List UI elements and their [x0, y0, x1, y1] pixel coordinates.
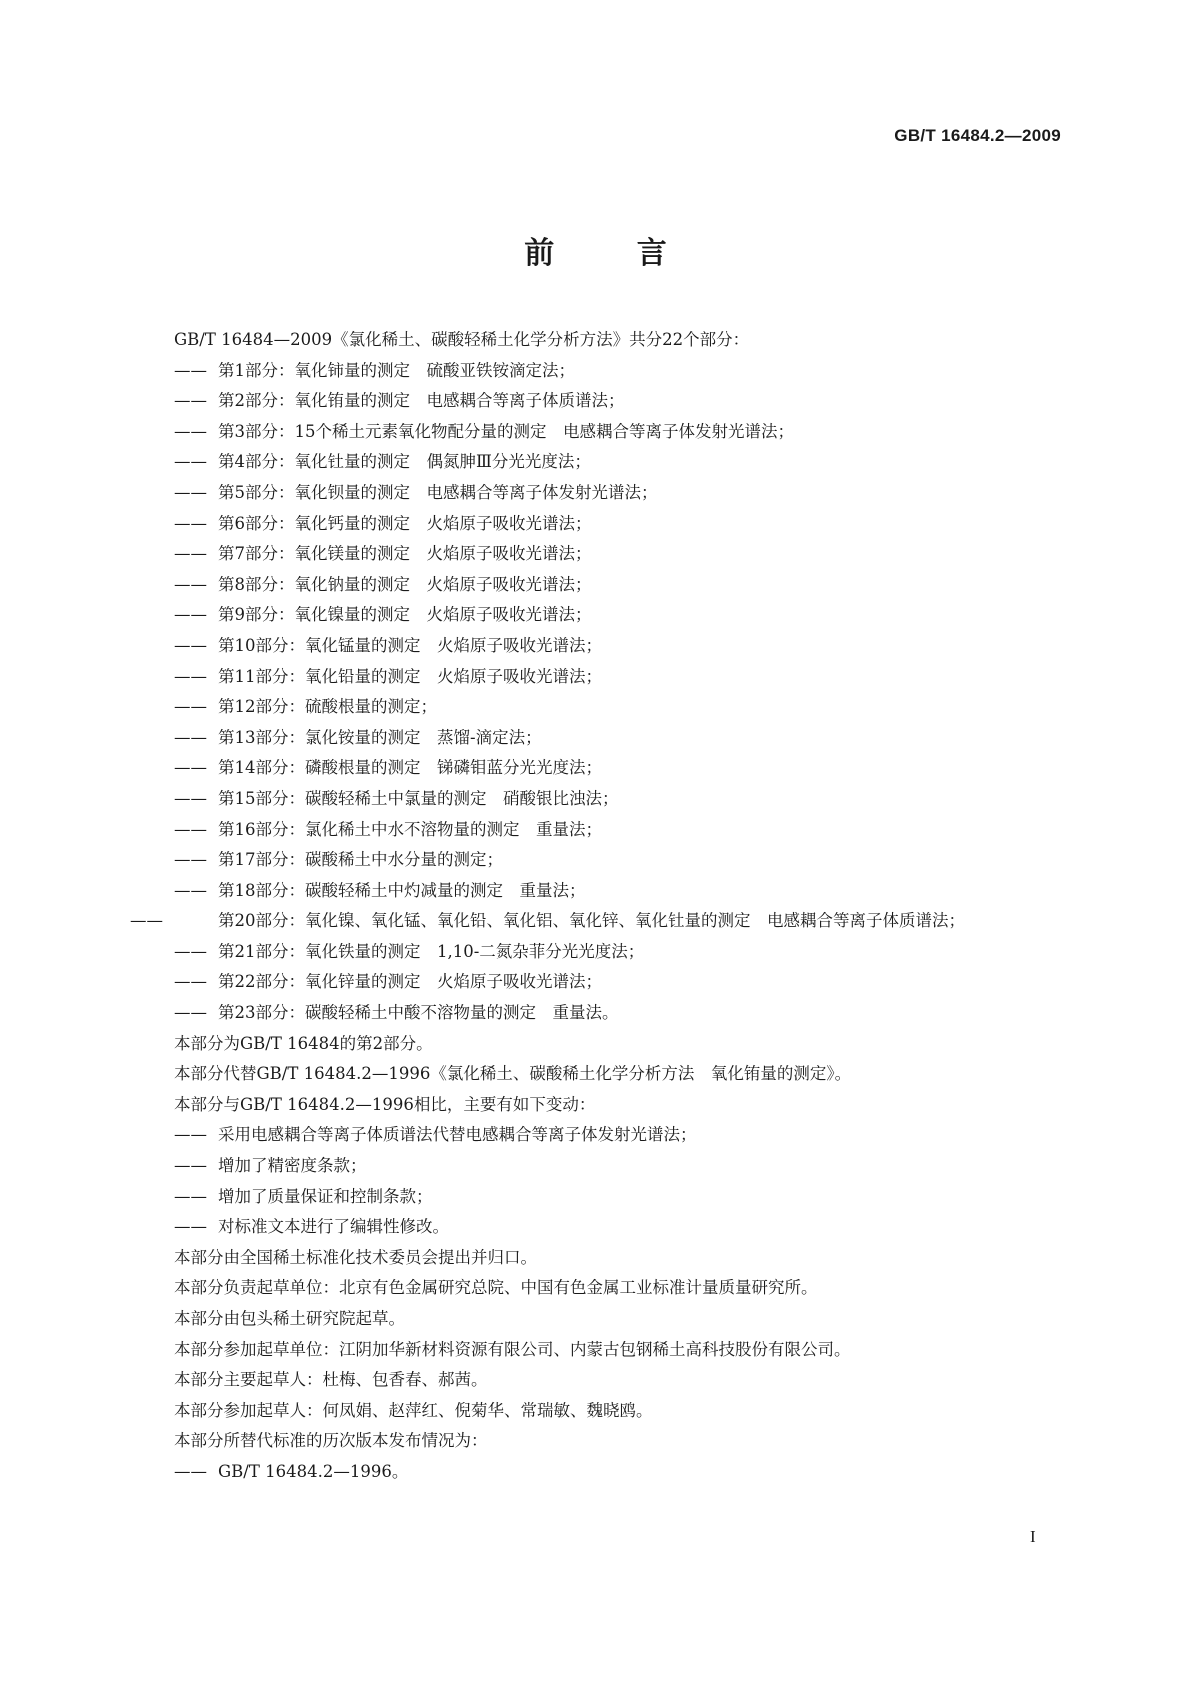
dash: ——: [174, 972, 207, 992]
list-item: —— 第5部分：氧化钡量的测定 电感耦合等离子体发射光谱法；: [174, 478, 1054, 509]
dash: ——: [174, 788, 207, 808]
dash: ——: [174, 1217, 207, 1237]
proposed-by-paragraph: 本部分由全国稀土标准化技术委员会提出并归口。: [174, 1247, 537, 1267]
list-item: —— 第3部分：15个稀土元素氧化物配分量的测定 电感耦合等离子体发射光谱法；: [174, 417, 1054, 448]
list-item: —— 第8部分：氧化钠量的测定 火焰原子吸收光谱法；: [174, 570, 1054, 601]
list-item: —— 第20部分：氧化镍、氧化锰、氧化铅、氧化铝、氧化锌、氧化钍量的测定 电感耦合等离子体质谱法；: [174, 906, 1054, 937]
list-item: —— 第23部分：碳酸轻稀土中酸不溶物量的测定 重量法。: [174, 998, 1054, 1029]
dash: ——: [174, 574, 207, 594]
list-item: —— 增加了质量保证和控制条款；: [174, 1182, 1054, 1213]
dash: ——: [174, 391, 207, 411]
list-item: —— 第1部分：氧化铈量的测定 硫酸亚铁铵滴定法；: [174, 356, 1054, 387]
page-number: I: [1030, 1527, 1036, 1546]
dash: ——: [174, 697, 207, 717]
list-item: —— 第7部分：氧化镁量的测定 火焰原子吸收光谱法；: [174, 539, 1054, 570]
main-drafters-paragraph: 本部分主要起草人：杜梅、包香春、郝茜。: [174, 1370, 488, 1390]
dash: ——: [174, 880, 207, 900]
responsible-units-paragraph: 本部分负责起草单位：北京有色金属研究总院、中国有色金属工业标准计量质量研究所。: [174, 1278, 818, 1298]
intro-paragraph: GB/T 16484—2009《氯化稀土、碳酸轻稀土化学分析方法》共分22个部分：: [174, 330, 750, 349]
dash: ——: [174, 544, 207, 564]
changes-list: [174, 1120, 1054, 1242]
dash: ——: [174, 850, 207, 870]
dash: ——: [174, 941, 207, 961]
dash: ——: [174, 605, 207, 625]
list-item: —— 第10部分：氧化锰量的测定 火焰原子吸收光谱法；: [174, 631, 1054, 662]
history-intro-paragraph: 本部分所替代标准的历次版本发布情况为：: [174, 1431, 488, 1451]
part-of-paragraph: 本部分为GB/T 16484的第2部分。: [174, 1033, 433, 1053]
list-item: —— 第18部分：碳酸轻稀土中灼减量的测定 重量法；: [174, 876, 1054, 907]
list-item: —— 第15部分：碳酸轻稀土中氯量的测定 硝酸银比浊法；: [174, 784, 1054, 815]
dash: ——: [174, 635, 207, 655]
list-item: —— 第16部分：氯化稀土中水不溶物量的测定 重量法；: [174, 815, 1054, 846]
dash: ——: [174, 1156, 207, 1176]
dash: ——: [174, 360, 207, 380]
list-item: —— 采用电感耦合等离子体质谱法代替电感耦合等离子体发射光谱法；: [174, 1120, 1054, 1151]
list-item: —— GB/T 16484.2—1996。: [174, 1457, 1054, 1488]
dash: ——: [174, 727, 207, 747]
page-title: 前 言: [524, 236, 703, 271]
list-item: —— 第13部分：氯化铵量的测定 蒸馏-滴定法；: [174, 723, 1054, 754]
list-item: —— 第21部分：氧化铁量的测定 1,10-二氮杂菲分光光度法；: [174, 937, 1054, 968]
dash: ——: [174, 1003, 207, 1023]
list-item: —— 对标准文本进行了编辑性修改。: [174, 1212, 1054, 1243]
dash: ——: [130, 911, 163, 931]
dash: ——: [174, 758, 207, 778]
parts-list: [130, 356, 1054, 1029]
foreword-body: [130, 325, 1054, 1488]
list-item: —— 第4部分：氧化钍量的测定 偶氮胂Ⅲ分光光度法；: [174, 447, 1054, 478]
list-item: —— 第2部分：氧化铕量的测定 电感耦合等离子体质谱法；: [174, 386, 1054, 417]
replaces-paragraph: 本部分代替GB/T 16484.2—1996《氯化稀土、碳酸稀土化学分析方法 氧化铕量的测定》。: [174, 1064, 852, 1084]
dash: ——: [174, 1186, 207, 1206]
dash: ——: [174, 513, 207, 533]
dash: ——: [174, 452, 207, 472]
list-item: —— 第9部分：氧化镍量的测定 火焰原子吸收光谱法；: [174, 600, 1054, 631]
participating-drafters-paragraph: 本部分参加起草人：何凤娟、赵萍红、倪菊华、常瑞敏、魏晓鸥。: [174, 1400, 653, 1420]
history-list: [174, 1457, 1054, 1488]
list-item: —— 第6部分：氧化钙量的测定 火焰原子吸收光谱法；: [174, 509, 1054, 540]
list-item: —— 第14部分：磷酸根量的测定 锑磷钼蓝分光光度法；: [174, 753, 1054, 784]
participating-units-paragraph: 本部分参加起草单位：江阴加华新材料资源有限公司、内蒙古包钢稀土高科技股份有限公司。: [174, 1339, 851, 1359]
dash: ——: [174, 666, 207, 686]
dash: ——: [174, 819, 207, 839]
drafted-by-paragraph: 本部分由包头稀土研究院起草。: [174, 1309, 405, 1328]
list-item: —— 增加了精密度条款；: [174, 1151, 1054, 1182]
changes-intro-paragraph: 本部分与GB/T 16484.2—1996相比，主要有如下变动：: [174, 1094, 596, 1114]
dash: ——: [174, 1461, 207, 1481]
list-item: —— 第22部分：氧化锌量的测定 火焰原子吸收光谱法；: [174, 967, 1054, 998]
list-item: —— 第11部分：氧化铅量的测定 火焰原子吸收光谱法；: [174, 662, 1054, 693]
standard-code: GB/T 16484.2—2009: [894, 126, 1061, 145]
dash: ——: [174, 421, 207, 441]
dash: ——: [174, 1125, 207, 1145]
list-item: —— 第12部分：硫酸根量的测定；: [174, 692, 1054, 723]
dash: ——: [174, 482, 207, 502]
list-item: —— 第17部分：碳酸稀土中水分量的测定；: [174, 845, 1054, 876]
